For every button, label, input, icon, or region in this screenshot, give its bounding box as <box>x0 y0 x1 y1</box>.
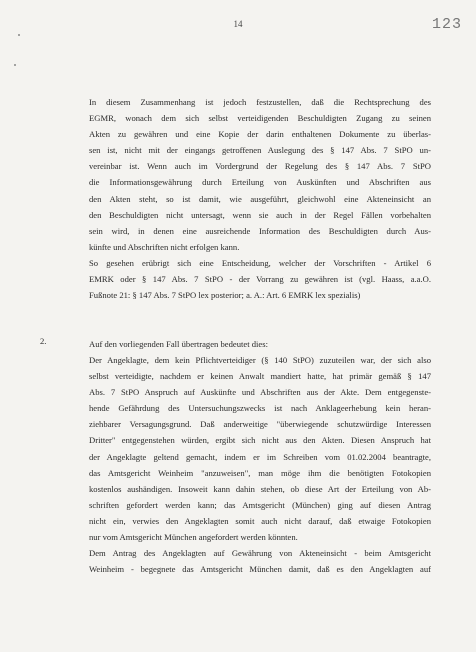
margin-mark <box>18 34 20 36</box>
text-line: So gesehen erübrigt sich eine Entscheidung, welcher der Vorschriften - Artikel 6 <box>89 258 431 268</box>
text-line: Der Angeklagte, dem kein Pflichtverteidiger (§ 140 StPO) zuzuteilen war, der sich also <box>89 355 431 365</box>
text-line: nur vom Amtsgericht München angefordert werden könnten. <box>89 532 298 543</box>
paragraph-4 <box>89 545 431 577</box>
text-line: EMRK oder § 147 Abs. 7 StPO - der Vorrang zu gewähren ist (vgl. Haass, a.a.O. <box>89 274 431 285</box>
text-line: sein wird, in denen eine ausreichende Information des Beschuldigten durch Aus- <box>89 225 431 236</box>
text-line: selbst verteidigte, nachdem er keinen Anwalt mandiert hatte, hat primär gemäß § 147 <box>89 371 431 382</box>
text-line: ziehbarer Versagungsgrund. Daß anderweitige "überwiegende schutzwürdige Interessen <box>89 419 431 430</box>
text-line: Dritter" entgegenstehen würden, ergibt sich nicht aus den Akten. Diesen Anspruch hat <box>89 435 431 446</box>
text-line: künfte und Abschriften nicht erfolgen kann. <box>89 241 240 252</box>
text-line: der Angeklagte geltend gemacht, indem er im Schreiben vom 01.02.2004 beantragte, <box>89 451 431 462</box>
text-line: hende Gefährdung des Untersuchungszwecks ist nach Anklageerhebung kein heran- <box>89 403 431 414</box>
item-number: 2. <box>40 336 47 346</box>
text-line: In diesem Zusammenhang ist jedoch festzustellen, daß die Rechtsprechung des <box>89 97 431 107</box>
text-line: vereinbar ist. Wenn auch im Vordergrund der Regelung des § 147 Abs. 7 StPO <box>89 161 431 172</box>
text-line: Abs. 7 StPO Anspruch auf Auskünfte und Abschriften aus der Akte. Dem entgegenste- <box>89 387 431 398</box>
text-line: Dem Antrag des Angeklagten auf Gewährung von Akteneinsicht - beim Amtsgericht <box>89 548 431 558</box>
text-line: Weinheim - begegnete das Amtsgericht München damit, daß es den Angeklagten auf <box>89 564 431 575</box>
text-line: kostenlos aushändigen. Insoweit kann dahin stehen, ob diese Art der Erteilung von Ab- <box>89 483 431 494</box>
text-line: sen ist, nicht mit der eingangs getroffenen Auslegung des § 147 Abs. 7 StPO un- <box>89 145 431 156</box>
page-number: 14 <box>233 19 243 29</box>
paragraph-2 <box>89 255 431 303</box>
text-line: schriften gefordert werden kann; das Amtsgericht (München) ging auf diesen Antrag <box>89 499 431 510</box>
text-line: den Akten steht, so ist damit, wie ausgeführt, gleichwohl eine Akteneinsicht an <box>89 193 431 204</box>
margin-mark <box>14 64 16 66</box>
page-stamp: 123 <box>431 16 462 33</box>
text-line: die Informationsgewährung durch Erteilung von Auskünften und Abschriften aus <box>89 177 431 188</box>
text-line: den Beschuldigten nicht untersagt, wenn sie auch in der Regel Fällen vorbehalten <box>89 209 431 220</box>
text-line: das Amtsgericht Weinheim "anzuweisen", man möge ihm die benötigten Fotokopien <box>89 467 431 478</box>
paragraph-3 <box>89 352 431 545</box>
text-line: Akten zu gewähren und eine Kopie der darin enthaltenen Dokumente zu überlas- <box>89 129 431 140</box>
item-intro-line: Auf den vorliegenden Fall übertragen bedeutet dies: <box>89 339 268 349</box>
text-line: Fußnote 21: § 147 Abs. 7 StPO lex posterior; a. A.: Art. 6 EMRK lex spezialis) <box>89 290 361 301</box>
item-intro <box>89 336 431 352</box>
text-line: nicht ein, verwies den Angeklagten somit auch nicht darauf, daß etwaige Fotokopien <box>89 515 431 526</box>
text-line: EGMR, wonach dem sich selbst verteidigenden Beschuldigten Zugang zu seinen <box>89 113 431 124</box>
paragraph-1 <box>89 94 431 255</box>
